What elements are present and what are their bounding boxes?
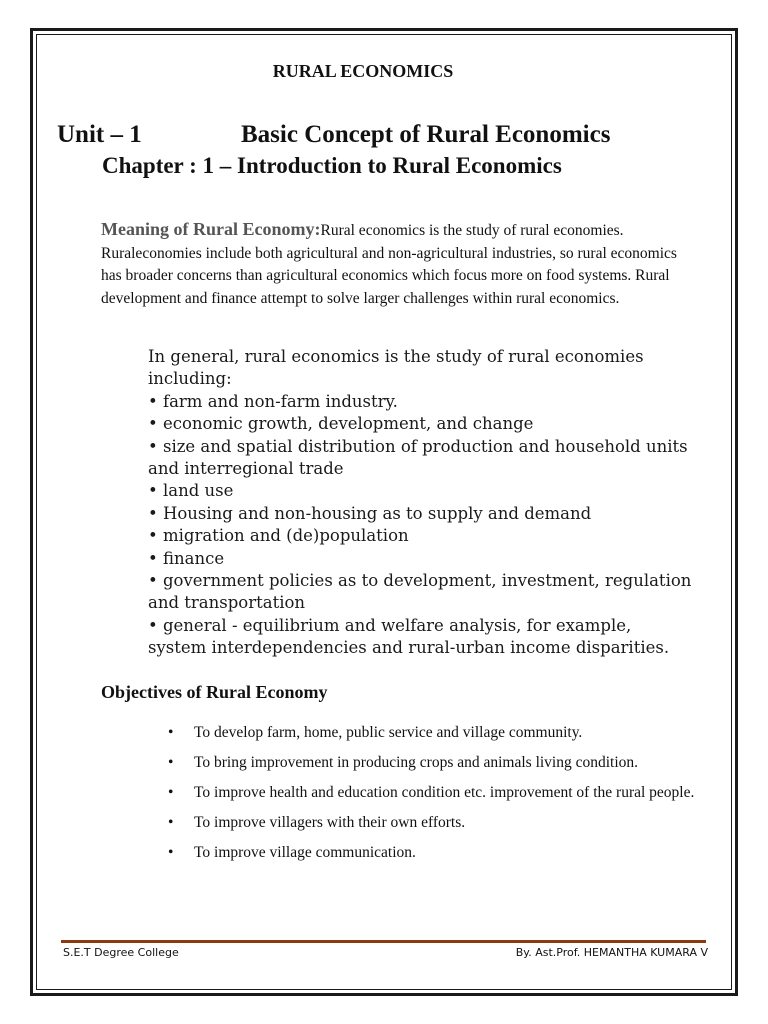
unit-label: Unit – 1 <box>57 121 142 148</box>
objective-text: To improve health and education condition etc. improvement of the rural people. <box>194 784 695 801</box>
general-line: • finance <box>148 548 225 568</box>
list-item <box>165 722 700 744</box>
objective-text: To improve villagers with their own efforts. <box>194 814 466 831</box>
objective-text: To improve village communication. <box>194 844 416 861</box>
general-line: • size and spatial distribution of production and household units and interregional trade <box>148 436 688 479</box>
document-title: RURAL ECONOMICS <box>272 61 454 81</box>
list-item <box>165 752 700 774</box>
objectives-list <box>165 722 700 872</box>
footer-rule <box>61 940 706 943</box>
footer-author: By. Ast.Prof. HEMANTHA KUMARA V <box>515 946 708 959</box>
list-item <box>165 842 700 864</box>
list-item <box>165 782 700 804</box>
unit-title: Basic Concept of Rural Economics <box>241 121 611 148</box>
bullet-icon: • <box>168 814 174 831</box>
general-line: • Housing and non-housing as to supply and demand <box>148 503 592 523</box>
meaning-text: Rural economics is the study of rural economies. Ruraleconomies include both agricultural and non-agricultural industries, so rural economics has broader concerns than agricultural economics which focus more on food systems. Rural development and finance attempt to solve larger challenges within rural economics. <box>101 222 677 307</box>
general-line: • farm and non-farm industry. <box>148 391 398 411</box>
general-line: • land use <box>148 481 234 501</box>
meaning-paragraph <box>101 218 689 310</box>
objective-text: To develop farm, home, public service and village community. <box>194 724 583 741</box>
bullet-icon: • <box>168 844 174 861</box>
general-line: • general - equilibrium and welfare analysis, for example, system interdependencies and rural-urban income disparities. <box>148 615 670 658</box>
general-line: • migration and (de)population <box>148 526 409 546</box>
objectives-heading: Objectives of Rural Economy <box>101 682 328 702</box>
unit-heading <box>57 121 611 149</box>
general-line: • government policies as to development, investment, regulation and transportation <box>148 571 692 613</box>
bullet-icon: • <box>168 724 174 741</box>
list-item <box>165 812 700 834</box>
meaning-lead: Meaning of Rural Economy: <box>101 219 321 239</box>
chapter-title: Chapter : 1 – Introduction to Rural Economics <box>102 153 562 178</box>
objective-text: To bring improvement in producing crops and animals living condition. <box>194 754 639 771</box>
bullet-icon: • <box>168 754 174 771</box>
general-block <box>148 346 693 660</box>
bullet-icon: • <box>168 784 174 801</box>
general-line: In general, rural economics is the study of rural economies including: <box>148 347 644 389</box>
general-line: • economic growth, development, and change <box>148 414 534 434</box>
footer-college: S.E.T Degree College <box>63 946 179 959</box>
